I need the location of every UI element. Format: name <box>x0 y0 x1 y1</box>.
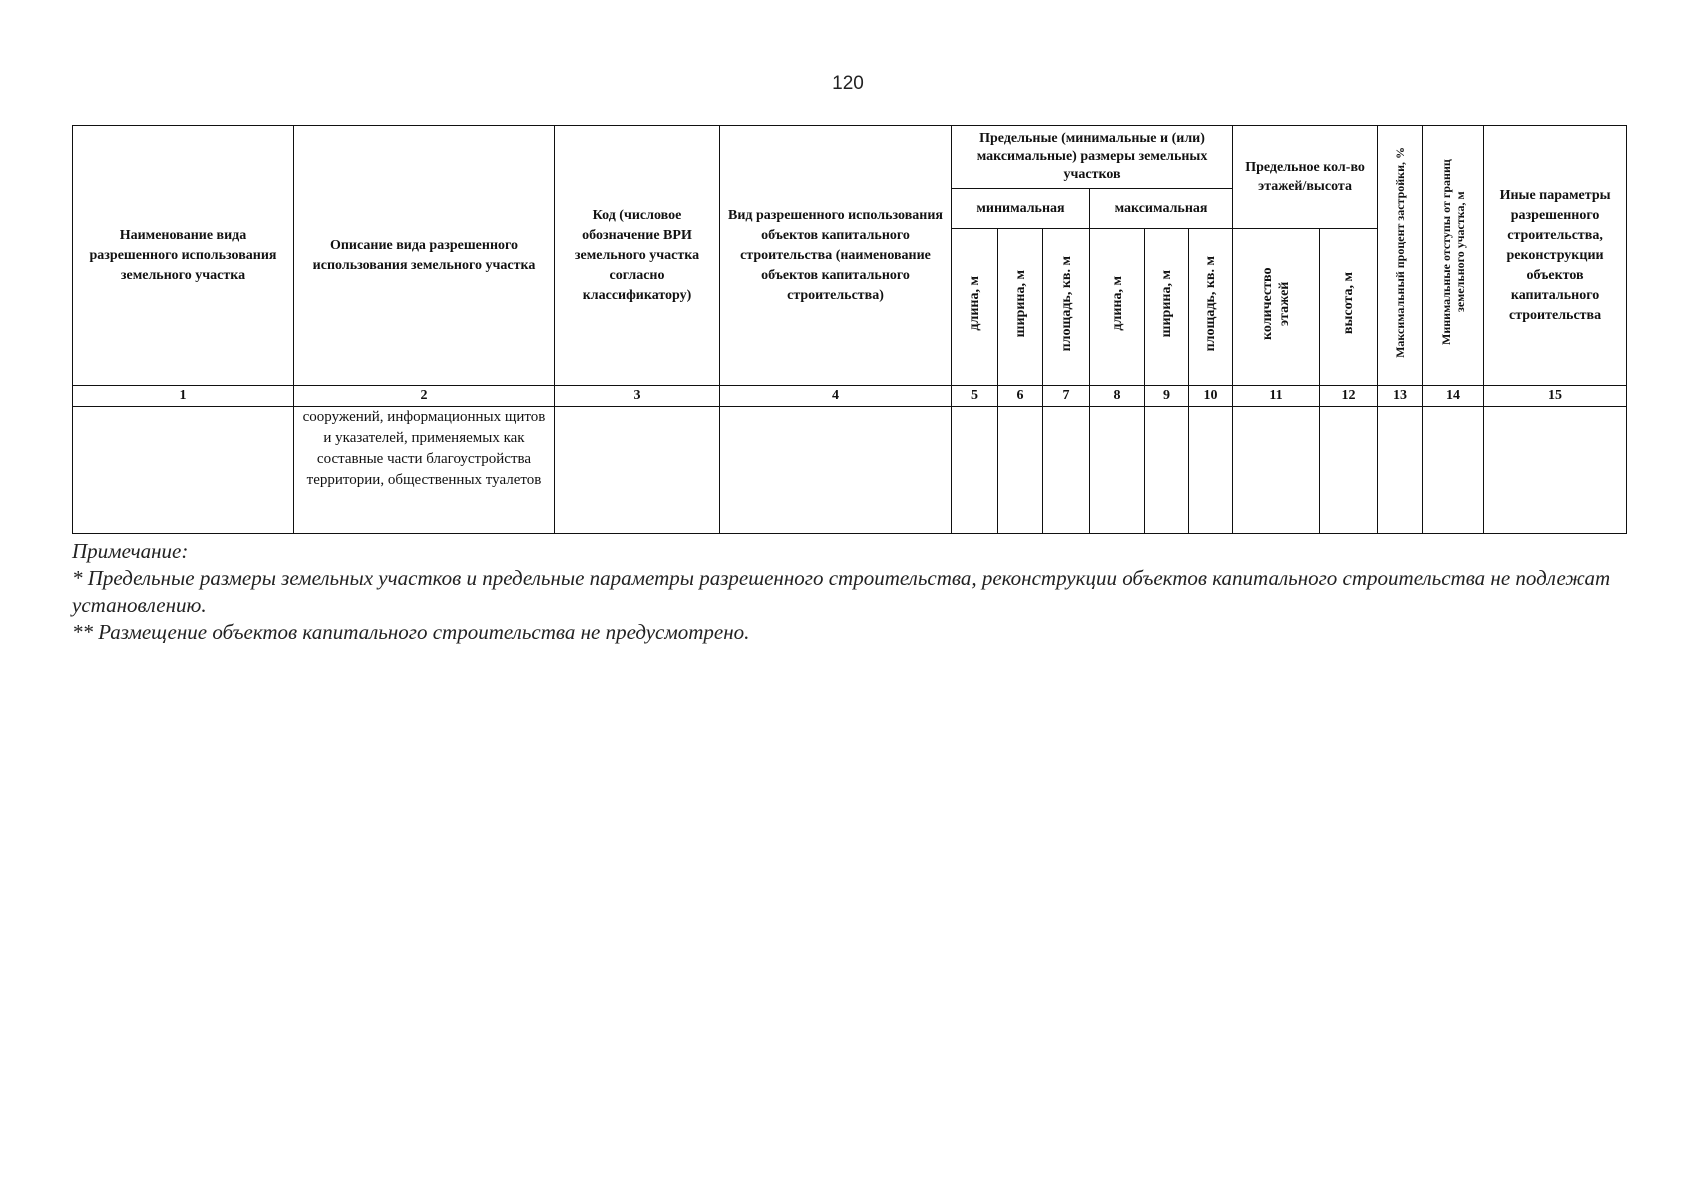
table-cell <box>1320 407 1378 534</box>
column-number: 12 <box>1320 386 1378 407</box>
table-cell <box>1378 407 1423 534</box>
header-min-setbacks <box>1423 126 1484 386</box>
column-number: 6 <box>998 386 1043 407</box>
header-min-length <box>952 229 998 386</box>
header-max-width <box>1145 229 1189 386</box>
header-max-length-text: длина, м <box>1109 276 1125 331</box>
header-permitted-use-description: Описание вида разрешенного использования земельного участка <box>294 126 555 386</box>
table-cell <box>1090 407 1145 534</box>
header-minimum: минимальная <box>952 189 1090 229</box>
header-capital-construction-use: Вид разрешенного использования объектов капитального строительства (наименование объектов капитального строительства) <box>720 126 952 386</box>
column-number: 14 <box>1423 386 1484 407</box>
table-row <box>73 407 1627 534</box>
header-height-text: высота, м <box>1341 272 1357 335</box>
column-number: 4 <box>720 386 952 407</box>
column-number: 1 <box>73 386 294 407</box>
notes-section <box>72 538 1632 646</box>
table-cell <box>720 407 952 534</box>
table-cell <box>1233 407 1320 534</box>
header-permitted-use-name: Наименование вида разрешенного использования земельного участка <box>73 126 294 386</box>
column-number: 7 <box>1043 386 1090 407</box>
column-number: 2 <box>294 386 555 407</box>
table-cell <box>1423 407 1484 534</box>
column-number-row <box>73 386 1627 407</box>
header-max-building-percent-text: Максимальный процент застройки, % <box>1393 146 1408 358</box>
header-min-area-text: площадь, кв. м <box>1058 255 1074 352</box>
header-max-building-percent <box>1378 126 1423 386</box>
header-row-1 <box>73 126 1627 189</box>
column-number: 3 <box>555 386 720 407</box>
table-cell <box>1145 407 1189 534</box>
column-number: 13 <box>1378 386 1423 407</box>
header-max-area <box>1189 229 1233 386</box>
column-number: 11 <box>1233 386 1320 407</box>
header-min-area <box>1043 229 1090 386</box>
table-cell <box>1189 407 1233 534</box>
header-floors-height-limits: Предельное кол-во этажей/высота <box>1233 126 1378 229</box>
column-number: 15 <box>1484 386 1627 407</box>
page-number: 120 <box>832 73 864 94</box>
table-cell <box>998 407 1043 534</box>
header-height <box>1320 229 1378 386</box>
header-min-length-text: длина, м <box>967 276 982 331</box>
table-cell <box>1043 407 1090 534</box>
zoning-parameters-table <box>72 125 1627 534</box>
notes-title: Примечание: <box>72 539 189 563</box>
note-item: ** Размещение объектов капитального строительства не предусмотрено. <box>72 620 750 644</box>
header-min-width-text: ширина, м <box>1012 269 1028 338</box>
table-cell <box>952 407 998 534</box>
table-cell-description: сооружений, информационных щитов и указателей, применяемых как составные части благоустройства территории, общественных туалетов <box>294 407 555 534</box>
header-other-parameters: Иные параметры разрешенного строительства, реконструкции объектов капитального строительства <box>1484 126 1627 386</box>
column-number: 8 <box>1090 386 1145 407</box>
header-floor-count-text: количество этажей <box>1260 267 1293 340</box>
header-plot-size-limits: Предельные (минимальные и (или) максимальные) размеры земельных участков <box>952 126 1233 189</box>
header-min-width <box>998 229 1043 386</box>
table-cell <box>555 407 720 534</box>
header-max-width-text: ширина, м <box>1159 269 1174 338</box>
header-max-area-text: площадь, кв. м <box>1203 255 1219 352</box>
header-floor-count <box>1233 229 1320 386</box>
header-maximum: максимальная <box>1090 189 1233 229</box>
column-number: 5 <box>952 386 998 407</box>
column-number: 10 <box>1189 386 1233 407</box>
header-use-code: Код (числовое обозначение ВРИ земельного участка согласно классификатору) <box>555 126 720 386</box>
table-cell <box>73 407 294 534</box>
table-cell <box>1484 407 1627 534</box>
note-item: * Предельные размеры земельных участков и предельные параметры разрешенного строительства, реконструкции объектов капитального строительства не подлежат установлению. <box>72 566 1611 617</box>
header-max-length <box>1090 229 1145 386</box>
column-number: 9 <box>1145 386 1189 407</box>
header-min-setbacks-text: Минимальные отступы от границ земельного участка, м <box>1439 159 1468 345</box>
